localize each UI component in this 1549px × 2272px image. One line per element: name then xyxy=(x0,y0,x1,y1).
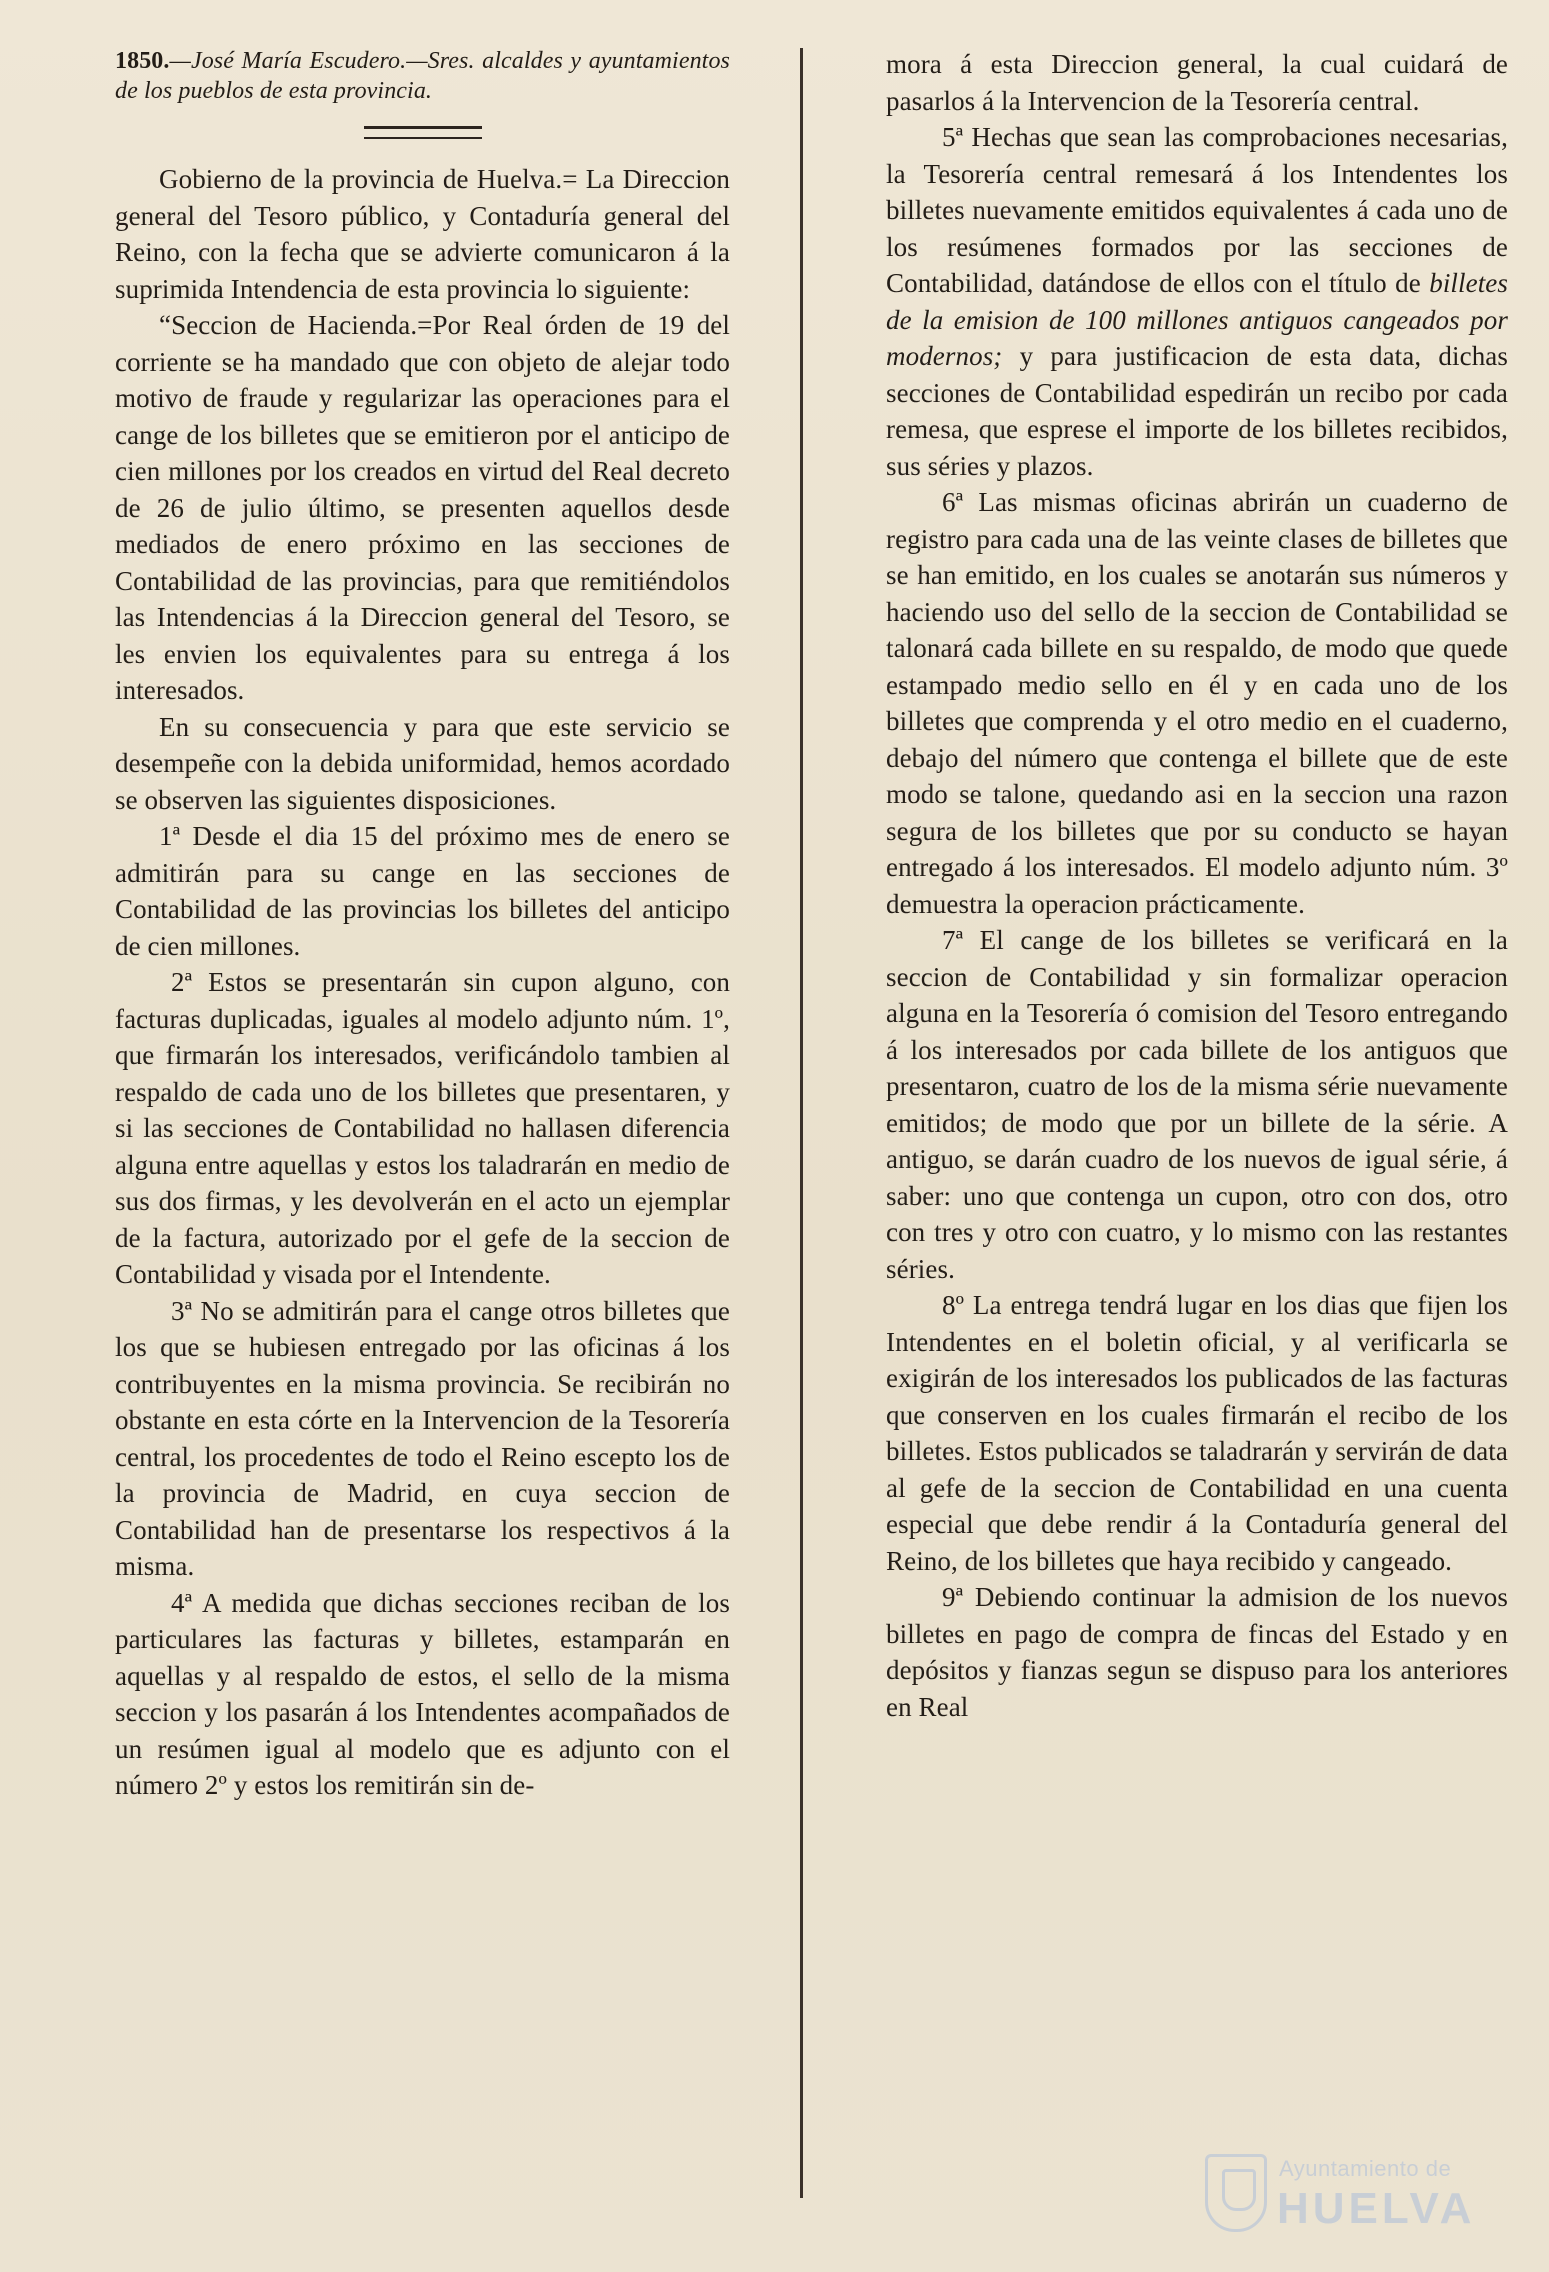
paragraph-disposicion-8: 8º La entrega tendrá lugar en los dias que fijen los Intendentes en el boletin oficial, y al verificarla se exigirán de los interesados los publicados de las facturas que conserven en los cuales firmarán el recibo de los billetes. Estos publicados se taladrarán y servirán de data al gefe de la seccion de Contabilidad en una cuenta especial que debe rendir á la Contaduría general del Reino, de los billetes que haya recibido y cangeado. xyxy=(886,1290,1508,1576)
archive-watermark xyxy=(1205,2148,1505,2238)
right-column xyxy=(886,46,1508,1725)
paragraph-disposicion-5 xyxy=(886,119,1508,484)
section-divider xyxy=(364,126,482,139)
disposicion-5-start: 5ª Hechas que sean las comprobaciones necesarias, la Tesorería central remesará á los Intendentes los billetes nuevamente emitidos equivalentes á cada uno de los resúmenes formados por las secciones de Contabilidad, datándose de ellos con el título de xyxy=(886,122,1508,298)
paragraph-disposicion-1: 1ª Desde el dia 15 del próximo mes de enero se admitirán para su cange en las secciones de Contabilidad de las provincias los billetes del anticipo de cien millones. xyxy=(115,821,730,961)
paragraph-disposicion-4: 4ª A medida que dichas secciones reciban de los particulares las facturas y billetes, estamparán en aquellas y al respaldo de estos, el sello de la misma seccion y los pasarán á los Intendentes acompañados de un resúmen igual al modelo que es adjunto con el número 2º y estos los remitirán sin de- xyxy=(115,1587,730,1800)
paragraph-disposicion-6: 6ª Las mismas oficinas abrirán un cuaderno de registro para cada una de las veinte clases de billetes que se han emitido, en los cuales se anotarán sus números y haciendo uso del sello de la seccion de Contabilidad se talonará cada billete en su respaldo, de modo que quede estampado medio sello en él y en cada uno de los billetes que comprenda y el otro medio en el cuaderno, debajo del número que contenga el billete que de este modo se talone, quedando asi en la seccion una razon segura de los billetes que por su conducto se hayan entregado á los interesados. El modelo adjunto núm. 3º demuestra la operacion prácticamente. xyxy=(886,487,1508,919)
left-column xyxy=(115,46,730,1804)
coat-of-arms-icon xyxy=(1205,2154,1267,2232)
column-divider xyxy=(800,48,803,2198)
note-year: 1850. xyxy=(115,48,170,74)
paragraph-disposicion-2: 2ª Estos se presentarán sin cupon alguno, con facturas duplicadas, iguales al modelo adjunto núm. 1º, que firmarán los interesados, verificándolo tambien al respaldo de cada uno de los billetes que presentaren, y si las secciones de Contabilidad no hallasen diferencia alguna entre aquellas y estos los taladrarán en medio de sus dos firmas, y les devolverán en el acto un ejemplar de la factura, autorizado por el gefe de la seccion de Contabilidad y visada por el Intendente. xyxy=(115,967,730,1289)
watermark-small-text: Ayuntamiento de xyxy=(1279,2156,1452,2181)
disposicion-5-italic-title: billetes de la emision de 100 millones antiguos cangeados por modernos; xyxy=(886,268,1508,371)
closing-signature-note xyxy=(115,46,730,106)
paragraph-seccion-hacienda: “Seccion de Hacienda.=Por Real órden de 19 del corriente se ha mandado que con objeto de alejar todo motivo de fraude y regularizar las operaciones para el cange de los billetes que se emitieron por el anticipo de cien millones por los creados en virtud del Real decreto de 26 de julio último, se presenten aquellos desde mediados de enero próximo en las secciones de Contabilidad de las provincias, para que remitiéndolos las Intendencias á la Direccion general del Tesoro, se les envien los equivalentes para su entrega á los interesados. xyxy=(115,310,730,705)
disposicion-5-end: y para justificacion de esta data, dichas secciones de Contabilidad espedirán un recibo por cada remesa, que esprese el importe de los billetes recibidos, sus séries y plazos. xyxy=(886,341,1508,481)
paragraph-consecuencia: En su consecuencia y para que este servicio se desempeñe con la debida uniformidad, hemos acordado se observen las siguientes disposiciones. xyxy=(115,711,730,815)
paragraph-disposicion-3: 3ª No se admitirán para el cange otros billetes que los que se hubiesen entregado por las oficinas á los contribuyentes en la misma provincia. Se recibirán no obstante en esta córte en la Intervencion de la Tesorería central, los procedentes de todo el Reino escepto los de la provincia de Madrid, en cuya seccion de Contabilidad han de presentarse los respectivos á la misma. xyxy=(115,1295,730,1581)
watermark-big-text: HUELVA xyxy=(1277,2184,1476,2233)
paragraph-disposicion-7: 7ª El cange de los billetes se verificará en la seccion de Contabilidad y sin formalizar operacion alguna en la Tesorería ó comision del Tesoro entregando á los interesados por cada billete de los antiguos que presentaron, cuatro de los de la misma série nuevamente emitidos; de modo que por un billete de la série. A antiguo, se darán cuadro de los nuevos de igual série, á saber: uno que contenga un cupon, otro con dos, otro con tres y otro con cuatro, y lo mismo con las restantes séries. xyxy=(886,925,1508,1284)
paragraph-continuation: mora á esta Direccion general, la cual cuidará de pasarlos á la Intervencion de la Tesorería central. xyxy=(886,49,1508,116)
note-text: —José María Escudero.—Sres. alcaldes y ayuntamientos de los pueblos de esta provincia. xyxy=(115,48,730,104)
paragraph-disposicion-9: 9ª Debiendo continuar la admision de los nuevos billetes en pago de compra de fincas del Estado y en depósitos y fianzas segun se dispuso para los anteriores en Real xyxy=(886,1582,1508,1722)
paragraph-intro: Gobierno de la provincia de Huelva.= La Direccion general del Tesoro público, y Contaduría general del Reino, con la fecha que se advierte comunicaron á la suprimida Intendencia de esta provincia lo siguiente: xyxy=(115,164,730,304)
